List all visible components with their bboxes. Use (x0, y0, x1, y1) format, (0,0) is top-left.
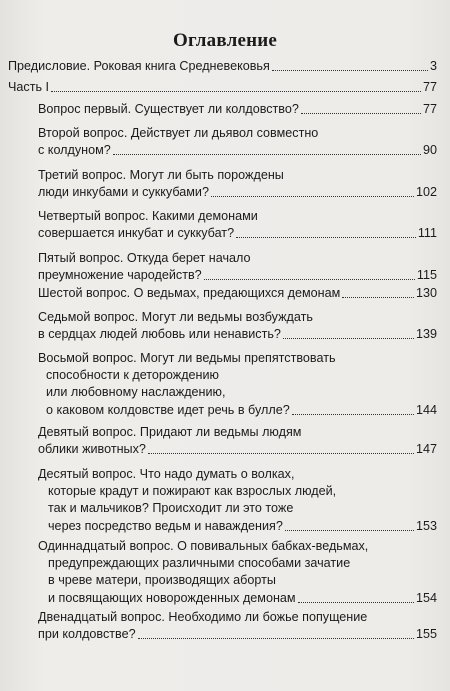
toc-entry-line: предупреждающих различными способами зачатие (48, 556, 351, 571)
dot-leader (51, 91, 421, 92)
toc-page-number: 90 (422, 143, 437, 158)
toc-page-number: 147 (415, 442, 437, 457)
toc-entry-line: или любовному наслаждению, (46, 385, 226, 400)
toc-page-number: 77 (422, 102, 437, 116)
dot-leader (298, 602, 414, 603)
toc-page-number: 130 (415, 286, 437, 300)
toc-page-number: 111 (417, 226, 437, 241)
toc-entry-line: которые крадут и пожирают как взрослых людей, (48, 484, 337, 499)
toc-entry-line: Шестой вопрос. О ведьмах, предающихся демонам (38, 286, 341, 300)
toc-entry-last-line (48, 518, 437, 534)
toc-entry-last-line (8, 58, 437, 74)
toc-entry-line: о каковом колдовстве идет речь в булле? (46, 402, 290, 417)
dot-leader (292, 414, 414, 415)
toc-entry-line: с колдуном? (38, 143, 111, 158)
toc-entry-line: Часть I (8, 80, 50, 94)
dot-leader (301, 113, 421, 114)
toc-entry-last-line (38, 225, 437, 241)
toc-entry-line: Вопрос первый. Существует ли колдовство? (38, 102, 299, 116)
toc-entry-line: Четвертый вопрос. Какими демонами (38, 209, 258, 223)
toc-entry-last-line (38, 267, 437, 283)
toc-entry-line: Десятый вопрос. Что надо думать о волках, (38, 467, 295, 481)
toc-entry-line: Восьмой вопрос. Могут ли ведьмы препятствовать (38, 351, 336, 365)
toc-entry-line: преумножение чародейств? (38, 268, 202, 283)
toc-entry-last-line (48, 590, 437, 606)
toc-entry-last-line (38, 626, 437, 642)
dot-leader (148, 453, 414, 454)
dot-leader (272, 70, 428, 71)
toc-entry-last-line (38, 326, 437, 342)
toc-entry-line: в чреве матери, производящих аборты (48, 573, 276, 588)
toc-entry-line: Седьмой вопрос. Могут ли ведьмы возбуждать (38, 310, 313, 324)
toc-page-number: 144 (415, 402, 437, 417)
toc-entry-last-line (46, 402, 437, 418)
toc-entry-line: Двенадцатый вопрос. Необходимо ли божье попущение (38, 610, 368, 624)
toc-entry-line: Пятый вопрос. Откуда берет начало (38, 251, 251, 265)
toc-entry-line: Предисловие. Роковая книга Средневековья (8, 59, 270, 73)
toc-entry-line: через посредство ведьм и наваждения? (48, 518, 283, 533)
toc-page-number: 155 (415, 627, 437, 642)
toc-entry-last-line (38, 142, 437, 158)
dot-leader (138, 638, 414, 639)
toc-entry-last-line (38, 184, 437, 200)
toc-entry-last-line (38, 441, 437, 457)
dot-leader (236, 237, 416, 238)
dot-leader (204, 279, 415, 280)
toc-entry-line: так и мальчиков? Происходит ли это тоже (48, 501, 294, 516)
toc-entry-line: Третий вопрос. Могут ли быть порождены (38, 168, 284, 182)
toc-entry-line: Девятый вопрос. Придают ли ведьмы людям (38, 425, 302, 439)
toc-page-number: 102 (415, 185, 437, 200)
dot-leader (342, 297, 414, 298)
toc-page-number: 115 (416, 268, 437, 283)
toc-entry-line: при колдовстве? (38, 627, 136, 642)
dot-leader (113, 154, 421, 155)
toc-entry-line: Одиннадцатый вопрос. О повивальных бабках-ведьмах, (38, 539, 369, 553)
toc-entry-line: совершается инкубат и суккубат? (38, 226, 235, 241)
dot-leader (211, 196, 414, 197)
toc-entry-line: облики животных? (38, 442, 146, 457)
toc-page-number: 77 (422, 80, 437, 94)
toc-entry-line: и посвящающих новорожденных демонам (48, 590, 296, 605)
toc-page-number: 139 (415, 327, 437, 342)
toc-entry-line: способности к деторождению (46, 368, 219, 383)
toc-entry-line: Второй вопрос. Действует ли дьявол совместно (38, 126, 319, 140)
toc-page-number: 154 (415, 590, 437, 605)
toc-page-number: 3 (429, 59, 437, 73)
dot-leader (283, 338, 414, 339)
toc-entry-last-line (8, 79, 437, 95)
page-title: Оглавление (172, 30, 278, 51)
dot-leader (285, 530, 414, 531)
toc-page-number: 153 (415, 518, 437, 533)
toc-entry-line: в сердцах людей любовь или ненависть? (38, 327, 281, 342)
toc-entry-last-line (38, 285, 437, 301)
toc-entry-last-line (38, 101, 437, 117)
toc-entry-line: люди инкубами и суккубами? (38, 185, 209, 200)
